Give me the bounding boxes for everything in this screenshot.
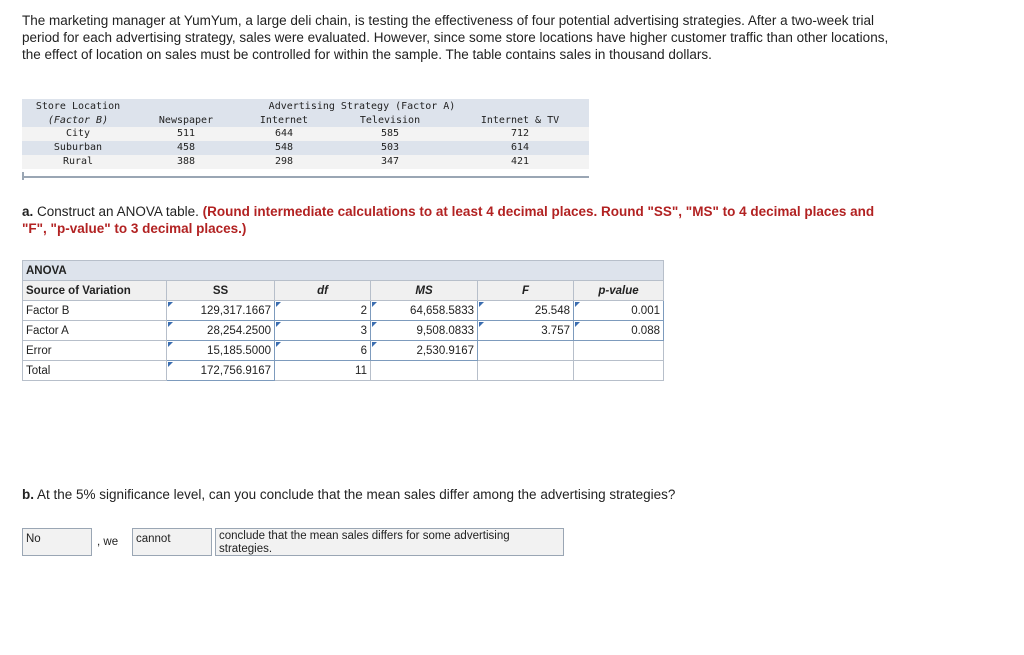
conclusion-dropdown-3[interactable]: conclude that the mean sales differs for some advertising strategies. <box>215 528 564 556</box>
table-divider <box>22 176 589 178</box>
f-input[interactable]: 25.548 <box>478 301 574 321</box>
col-header: Internet <box>259 115 309 126</box>
data-cell: 585 <box>380 128 400 139</box>
data-cell: 458 <box>176 142 196 153</box>
anova-table <box>22 260 664 381</box>
data-cell: 298 <box>274 156 294 167</box>
data-cell: 644 <box>274 128 294 139</box>
source-label: Factor A <box>23 321 167 341</box>
factor-b-header: (Factor B) <box>47 115 109 126</box>
df-input[interactable]: 2 <box>275 301 371 321</box>
header-f: F <box>478 281 574 301</box>
data-cell: 614 <box>510 142 530 153</box>
row-label: Suburban <box>53 142 103 153</box>
p-value-cell <box>574 361 664 381</box>
p-value-input[interactable]: 0.088 <box>574 321 664 341</box>
data-cell: 511 <box>176 128 196 139</box>
ss-input[interactable]: 15,185.5000 <box>167 341 275 361</box>
connector-text: , we <box>97 536 119 548</box>
header-ss: SS <box>167 281 275 301</box>
f-cell <box>478 341 574 361</box>
df-cell: 11 <box>275 361 371 381</box>
data-cell: 503 <box>380 142 400 153</box>
ms-input[interactable]: 64,658.5833 <box>371 301 478 321</box>
part-b-text: At the 5% significance level, can you conclude that the mean sales differ among the advertising strategies? <box>37 487 676 502</box>
store-location-header: Store Location <box>35 101 121 112</box>
source-label: Factor B <box>23 301 167 321</box>
ms-cell <box>371 361 478 381</box>
ms-input[interactable]: 9,508.0833 <box>371 321 478 341</box>
table-row <box>23 361 664 381</box>
df-input[interactable]: 6 <box>275 341 371 361</box>
header-df: df <box>275 281 371 301</box>
ss-input[interactable]: 129,317.1667 <box>167 301 275 321</box>
conclusion-dropdown-1[interactable]: No <box>22 528 92 556</box>
row-label: Rural <box>62 156 94 167</box>
table-row <box>23 341 664 361</box>
row-label: City <box>65 128 91 139</box>
source-label: Error <box>23 341 167 361</box>
sales-data-table <box>22 99 589 179</box>
col-header: Newspaper <box>158 115 214 126</box>
table-row <box>23 301 664 321</box>
table-divider-tick <box>22 172 24 180</box>
header-p-value: p-value <box>574 281 664 301</box>
rounding-instruction: (Round intermediate calculations to at least 4 decimal places. Round "SS", "MS" to 4 decimal places and "F", "p-value" to 3 decimal places.) <box>22 204 875 236</box>
data-cell: 421 <box>510 156 530 167</box>
part-a-label: a. <box>22 204 34 219</box>
conclusion-dropdown-2[interactable]: cannot <box>132 528 212 556</box>
data-cell: 548 <box>274 142 294 153</box>
f-cell <box>478 361 574 381</box>
strategy-header: Advertising Strategy (Factor A) <box>268 101 456 112</box>
anova-title: ANOVA <box>23 261 664 281</box>
part-a-question <box>22 203 902 237</box>
data-cell: 388 <box>176 156 196 167</box>
data-cell: 712 <box>510 128 530 139</box>
problem-intro: The marketing manager at YumYum, a large deli chain, is testing the effectiveness of four potential advertising strategies. After a two-week trial period for each advertising strategy, sales were evaluated. However, since some store locations have higher customer traffic than other locations, the effect of location on sales must be controlled for within the sample. The table contains sales in thousand dollars. <box>22 13 889 62</box>
p-value-input[interactable]: 0.001 <box>574 301 664 321</box>
row-band-suburban <box>22 141 589 155</box>
p-value-cell <box>574 341 664 361</box>
answer-row <box>22 528 564 558</box>
df-input[interactable]: 3 <box>275 321 371 341</box>
f-input[interactable]: 3.757 <box>478 321 574 341</box>
source-label: Total <box>23 361 167 381</box>
row-band-rural <box>22 155 589 169</box>
table-row <box>23 321 664 341</box>
ss-input[interactable]: 172,756.9167 <box>167 361 275 381</box>
header-source: Source of Variation <box>23 281 167 301</box>
col-header: Internet & TV <box>480 115 560 126</box>
header-ms: MS <box>371 281 478 301</box>
part-b-label: b. <box>22 487 34 502</box>
ss-input[interactable]: 28,254.2500 <box>167 321 275 341</box>
data-cell: 347 <box>380 156 400 167</box>
part-a-text: Construct an ANOVA table. <box>37 204 199 219</box>
ms-input[interactable]: 2,530.9167 <box>371 341 478 361</box>
row-band-city <box>22 127 589 141</box>
part-b-question <box>22 487 675 502</box>
col-header: Television <box>359 115 421 126</box>
